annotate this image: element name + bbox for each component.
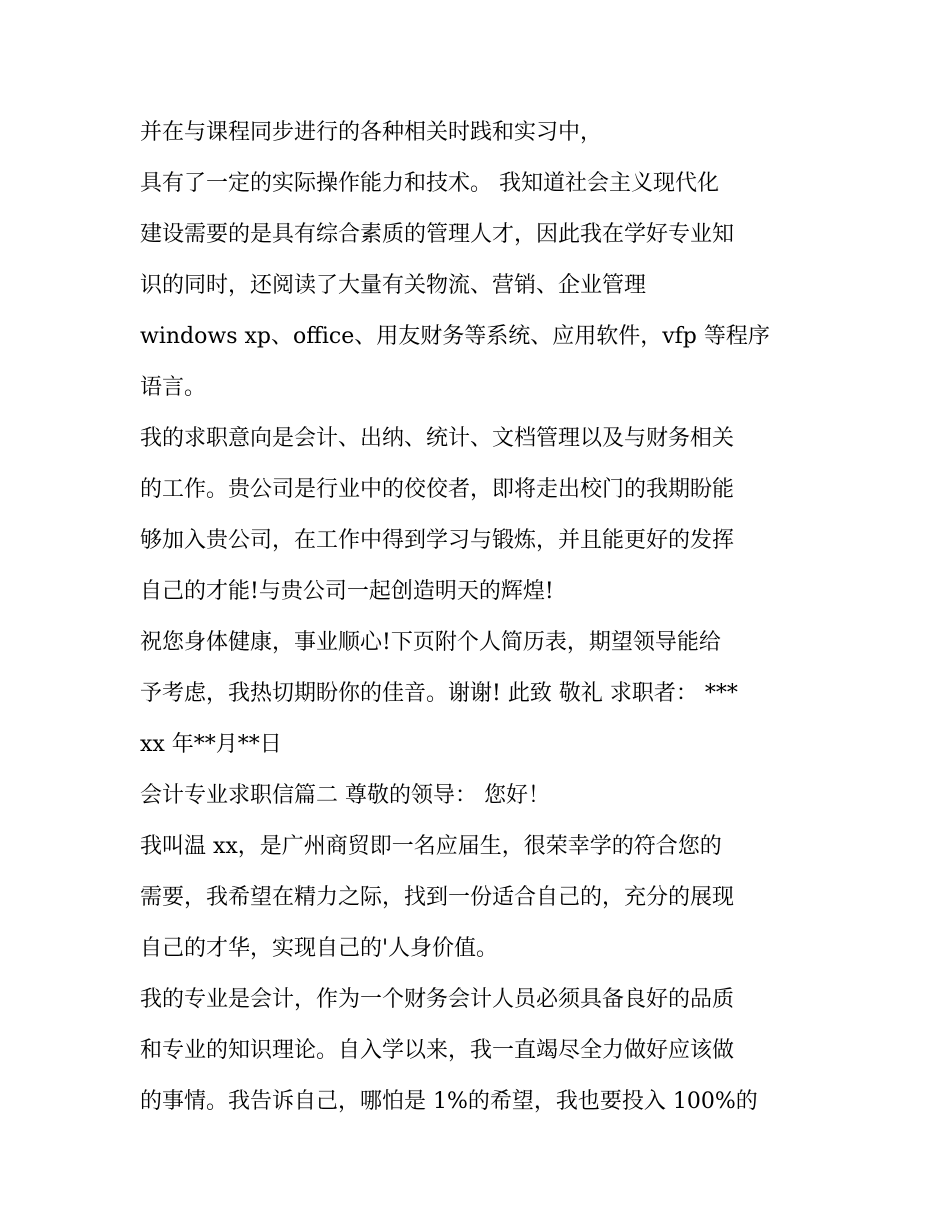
text-line-7: 我的求职意向是会计、出纳、统计、文档管理以及与财务相关 [140,426,735,451]
text-line-13: xx 年**月**日 [140,732,282,757]
text-line-6: 语言。 [140,375,207,400]
text-line-1: 并在与课程同步进行的各种相关时践和实习中， [140,120,603,145]
text-line-17: 自己的才华，实现自己的'人身价值。 [140,936,499,961]
text-line-12: 予考虑，我热切期盼你的佳音。谢谢! 此致 敬礼 求职者： *** [140,681,738,706]
text-line-3: 建设需要的是具有综合素质的管理人才，因此我在学好专业知 [140,222,735,247]
document-body [140,107,820,1127]
text-line-5: windows xp、office、用友财务等系统、应用软件，vfp 等程序 [140,324,770,349]
text-line-14: 会计专业求职信篇二 尊敬的领导： 您好！ [140,783,550,808]
text-line-15: 我叫温 xx，是广州商贸即一名应届生，很荣幸学的符合您的 [140,834,722,859]
text-line-8: 的工作。贵公司是行业中的佼佼者，即将走出校门的我期盼能 [140,477,735,502]
text-line-20: 的事情。我告诉自己，哪怕是 1%的希望，我也要投入 100%的 [140,1089,758,1114]
text-line-2: 具有了一定的实际操作能力和技术。 我知道社会主义现代化 [140,171,719,196]
text-line-18: 我的专业是会计，作为一个财务会计人员必须具备良好的品质 [140,987,735,1012]
text-line-11: 祝您身体健康，事业顺心!下页附个人简历表，期望领导能给 [140,630,721,655]
text-line-4: 识的同时，还阅读了大量有关物流、营销、企业管理 [140,273,647,298]
text-line-16: 需要，我希望在精力之际，找到一份适合自己的，充分的展现 [140,885,735,910]
text-line-9: 够加入贵公司，在工作中得到学习与锻炼，并且能更好的发挥 [140,528,735,553]
text-line-10: 自己的才能!与贵公司一起创造明天的辉煌! [140,579,554,604]
text-line-19: 和专业的知识理论。自入学以来，我一直竭尽全力做好应该做 [140,1038,735,1063]
